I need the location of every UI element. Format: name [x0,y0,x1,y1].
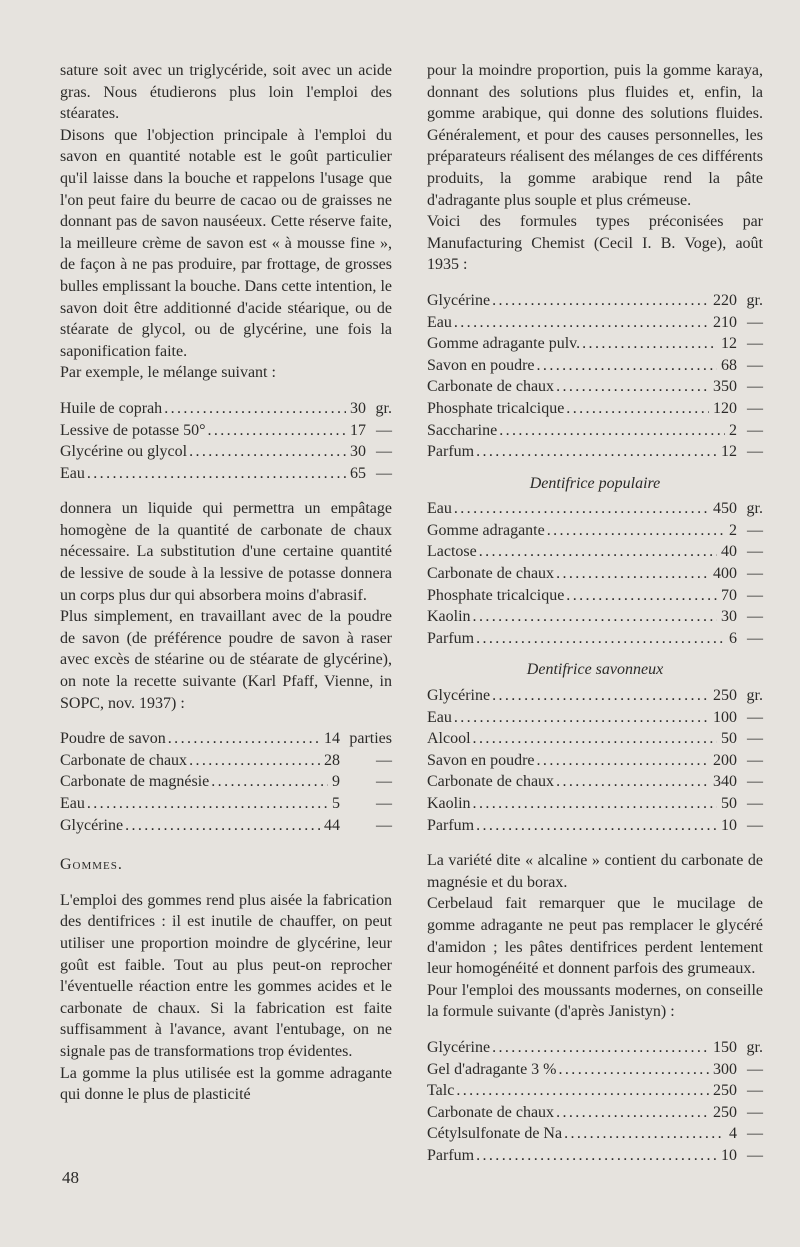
ingredient-unit: — [747,356,763,374]
recipe-row [427,793,763,815]
ingredient-name: Eau [60,795,85,812]
ingredient-name: Cétylsulfonate de Na [427,1125,563,1143]
dot-leader [556,1102,709,1124]
recipe-row [427,563,763,585]
dot-leader [211,771,328,793]
dot-leader [492,685,709,707]
ingredient-name: Gel d'adragante 3 % [427,1060,557,1078]
ingredient-name: Carbonate de chaux [427,1103,555,1121]
ingredient-unit: — [376,773,392,791]
ingredient-quantity: 12 [721,443,737,461]
ingredient-unit: gr. [746,1038,763,1056]
ingredient-quantity: 200 [713,751,737,769]
ingredient-unit: — [376,816,392,834]
dot-leader [207,420,346,442]
ingredient-unit: — [747,1060,763,1078]
dot-leader [476,441,717,463]
dot-leader [556,771,709,793]
ingredient-unit: — [747,816,763,834]
ingredient-unit: — [747,443,763,461]
page-number: 48 [62,1168,79,1187]
dot-leader [473,793,717,815]
ingredient-unit: — [747,1082,763,1100]
ingredient-name: Eau [427,708,452,726]
recipe-row [427,441,763,463]
ingredient-unit: — [747,751,763,769]
left-column [60,60,392,1106]
ingredient-unit: — [376,421,392,439]
dot-leader [564,1123,725,1145]
dot-leader [473,728,717,750]
dot-leader [492,1037,709,1059]
recipe-row [60,750,392,772]
recipe-row [60,728,392,750]
recipe-list [427,498,763,649]
ingredient-name: Lactose [427,543,477,561]
recipe-row [427,1059,763,1081]
ingredient-quantity: 14 [324,730,340,748]
recipe-row [427,290,763,312]
ingredient-name: Parfum [427,629,475,647]
ingredient-quantity: 30 [350,399,366,417]
ingredient-unit: — [747,629,763,647]
recipe-list [60,398,392,484]
dot-leader [454,498,709,520]
dot-leader [454,312,709,334]
recipe-row [427,728,763,750]
recipe-row [60,420,392,442]
dot-leader [537,750,709,772]
recipe-row [427,628,763,650]
ingredient-quantity: 5 [332,795,340,812]
ingredient-quantity: 150 [713,1038,737,1056]
recipe-row [427,1080,763,1102]
dot-leader [559,1059,710,1081]
ingredient-unit: — [747,586,763,604]
ingredient-name: Carbonate de chaux [427,565,555,583]
paragraph: Cerbelaud fait remarquer que le mucilage de gomme adragante ne peut pas remplacer le glycéré d'amidon ; les pâtes dentifrices perdent lentement leur homogénéité et donnent parfois des grumeaux. [427,895,763,978]
dot-leader [582,333,717,355]
recipe-row [427,498,763,520]
ingredient-unit: — [747,795,763,812]
section-heading: Gommes. [60,856,123,874]
ingredient-unit: gr. [375,399,392,417]
ingredient-quantity: 70 [721,586,737,604]
ingredient-unit: — [747,421,763,439]
recipe-row [427,771,763,793]
recipe-subheading: Dentifrice savonneux [526,661,664,679]
ingredient-unit: — [747,708,763,726]
dot-leader [189,441,346,463]
ingredient-quantity: 100 [713,708,737,726]
dot-leader [87,463,346,485]
ingredient-quantity: 120 [713,399,737,417]
ingredient-quantity: 220 [713,291,737,309]
ingredient-unit: — [747,335,763,353]
dot-leader [479,541,717,563]
ingredient-quantity: 250 [713,1082,737,1100]
ingredient-quantity: 28 [324,751,340,769]
ingredient-unit: — [747,543,763,561]
dot-leader [473,606,717,628]
ingredient-unit: — [747,378,763,396]
recipe-row [427,1123,763,1145]
ingredient-quantity: 4 [729,1125,737,1143]
recipe-row [427,707,763,729]
ingredient-name: Glycérine [427,1038,491,1056]
ingredient-unit: — [747,1103,763,1121]
ingredient-unit: — [747,730,763,748]
ingredient-unit: — [747,1125,763,1143]
ingredient-unit: gr. [746,687,763,705]
paragraph: Pour l'emploi des moussants modernes, on conseille la formule suivante (d'après Janistyn) : [427,981,763,1021]
dot-leader [566,398,709,420]
recipe-row [427,1145,763,1167]
ingredient-unit: — [747,565,763,583]
paragraph: Voici des formules types préconisées par Manufacturing Chemist (Cecil I. B. Voge), août 1935 : [427,213,763,274]
ingredient-quantity: 340 [713,773,737,791]
ingredient-name: Talc [427,1082,455,1100]
ingredient-unit: — [747,313,763,331]
ingredient-quantity: 250 [713,687,737,705]
ingredient-name: Carbonate de magnésie [60,773,210,791]
ingredient-unit: — [747,1146,763,1164]
ingredient-unit: — [376,443,392,461]
recipe-row [427,333,763,355]
ingredient-name: Parfum [427,1146,475,1164]
recipe-row [60,771,392,793]
dot-leader [556,376,709,398]
ingredient-name: Savon en poudre [427,356,535,374]
recipe-list [427,685,763,836]
dot-leader [189,750,320,772]
recipe-row [427,398,763,420]
ingredient-name: Poudre de savon [60,730,166,748]
paragraph: La variété dite « alcaline » contient du carbonate de magnésie et du borax. [427,852,763,891]
ingredient-name: Eau [427,313,452,331]
ingredient-name: Gomme adragante [427,521,545,539]
recipe-list [427,1037,763,1167]
ingredient-quantity: 2 [729,521,737,539]
recipe-row [60,398,392,420]
ingredient-name: Saccharine [427,421,498,439]
ingredient-quantity: 50 [721,795,737,812]
recipe-subheading: Dentifrice populaire [529,474,661,492]
ingredient-name: Huile de coprah [60,399,163,417]
recipe-row [427,750,763,772]
recipe-row [427,520,763,542]
paragraph: donnera un liquide qui permettra un empâtage homogène de la quantité de carbonate de chaux nécessaire. La substitution d'une certaine quantité de lessive de soude à la lessive de potasse donnera un corps plus dur qui absorbera moins d'abrasif. [60,500,392,604]
recipe-row [427,685,763,707]
dot-leader [476,1145,717,1167]
recipe-row [427,312,763,334]
ingredient-quantity: 350 [713,378,737,396]
dot-leader [492,290,709,312]
ingredient-unit: — [747,521,763,539]
paragraph: pour la moindre proportion, puis la gomme karaya, donnant des solutions plus fluides et, enfin, la gomme arabique, qui donne des solutions fluides. Généralement, et pour des causes personnelles, les préparateurs réalisent des mélanges de ces différents produits, la gomme arabique rend la pâte d'adragante plus souple et plus crémeuse. [427,62,763,209]
ingredient-quantity: 300 [713,1060,737,1078]
ingredient-quantity: 40 [721,543,737,561]
recipe-row [427,585,763,607]
recipe-list [427,290,763,463]
dot-leader [476,815,717,837]
ingredient-name: Kaolin [427,608,471,626]
ingredient-name: Glycérine [427,687,491,705]
recipe-row [427,815,763,837]
recipe-row [60,441,392,463]
paragraph: La gomme la plus utilisée est la gomme adragante qui donne le plus de plasticité [60,1064,392,1104]
recipe-row [427,376,763,398]
dot-leader [547,520,725,542]
recipe-row [427,420,763,442]
ingredient-name: Parfum [427,816,475,834]
ingredient-name: Gomme adragante pulv. [427,335,581,353]
ingredient-quantity: 450 [713,500,737,518]
ingredient-name: Glycérine [427,291,491,309]
dot-leader [566,585,717,607]
ingredient-unit: gr. [746,291,763,309]
ingredient-unit: gr. [746,500,763,518]
ingredient-name: Kaolin [427,795,471,812]
ingredient-name: Carbonate de chaux [60,751,188,769]
ingredient-unit: parties [349,730,392,748]
ingredient-name: Parfum [427,443,475,461]
paragraph: Plus simplement, en travaillant avec de la poudre de savon (de préférence poudre de savon à raser avec excès de stéarine ou de stéarate de glycérine), on note la recette suivante (Karl Pfaff, Vienne, in SOPC, nov. 1937) : [60,608,392,712]
ingredient-quantity: 50 [721,730,737,748]
dot-leader [476,628,725,650]
paragraph: Par exemple, le mélange suivant : [60,364,276,382]
recipe-row [427,1037,763,1059]
dot-leader [556,563,709,585]
recipe-row [427,355,763,377]
ingredient-quantity: 400 [713,565,737,583]
dot-leader [168,728,320,750]
ingredient-quantity: 250 [713,1103,737,1121]
ingredient-name: Lessive de potasse 50° [60,421,206,439]
ingredient-name: Savon en poudre [427,751,535,769]
ingredient-quantity: 17 [350,421,366,439]
ingredient-quantity: 30 [721,608,737,626]
dot-leader [164,398,346,420]
ingredient-name: Carbonate de chaux [427,378,555,396]
ingredient-quantity: 68 [721,356,737,374]
dot-leader [87,793,328,815]
recipe-row [427,541,763,563]
right-column [427,60,763,1167]
ingredient-quantity: 44 [324,816,340,834]
ingredient-quantity: 6 [729,629,737,647]
dot-leader [454,707,709,729]
ingredient-name: Eau [427,500,452,518]
ingredient-quantity: 30 [350,443,366,461]
ingredient-quantity: 10 [721,1146,737,1164]
ingredient-name: Eau [60,464,85,482]
recipe-row [60,815,392,837]
paragraph: Disons que l'objection principale à l'emploi du savon en quantité notable est le goût particulier qu'il laisse dans la bouche et rappelons l'usage que l'on peut faire du beurre de cacao ou de graisses ne donnant pas de savon nauséeux. Cette réserve faite, la meilleure crème de savon est « à mousse fine », de façon à ne pas produire, par frottage, de grosses bulles emplissant la bouche. Dans cette intention, le savon doit être additionné d'acide stéarique, ou de stéarate de glycol, ou de glycérine, une fois la saponification faite. [60,126,392,360]
ingredient-quantity: 12 [721,335,737,353]
ingredient-unit: — [747,773,763,791]
dot-leader [125,815,320,837]
recipe-list [60,728,392,836]
ingredient-unit: — [376,795,392,812]
ingredient-quantity: 2 [729,421,737,439]
recipe-row [60,793,392,815]
ingredient-name: Phosphate tricalcique [427,399,565,417]
dot-leader [499,420,725,442]
ingredient-unit: — [376,464,392,482]
ingredient-name: Glycérine [60,816,124,834]
ingredient-name: Carbonate de chaux [427,773,555,791]
recipe-row [427,1102,763,1124]
ingredient-quantity: 65 [350,464,366,482]
ingredient-name: Phosphate tricalcique [427,586,565,604]
ingredient-unit: — [747,608,763,626]
dot-leader [537,355,717,377]
ingredient-unit: — [747,399,763,417]
recipe-row [427,606,763,628]
recipe-row [60,463,392,485]
ingredient-name: Glycérine ou glycol [60,443,188,461]
ingredient-quantity: 9 [332,773,340,791]
ingredient-quantity: 10 [721,816,737,834]
paragraph: L'emploi des gommes rend plus aisée la fabrication des dentifrices : il est inutile de chauffer, on peut utiliser une proportion moindre de glycérine, leur goût est faible. Tout au plus peut-on reprocher l'éventuelle réaction entre les gommes acides et le carbonate de chaux. Si la fabrication est faite suffisamment à l'avance, avant l'entubage, on ne signale pas de transformations trop évidentes. [60,891,392,1060]
paragraph: sature soit avec un triglycéride, soit avec un acide gras. Nous étudierons plus loin l'emploi des stéarates. [60,62,392,123]
dot-leader [456,1080,709,1102]
ingredient-name: Alcool [427,730,471,748]
ingredient-quantity: 210 [713,313,737,331]
ingredient-unit: — [376,751,392,769]
